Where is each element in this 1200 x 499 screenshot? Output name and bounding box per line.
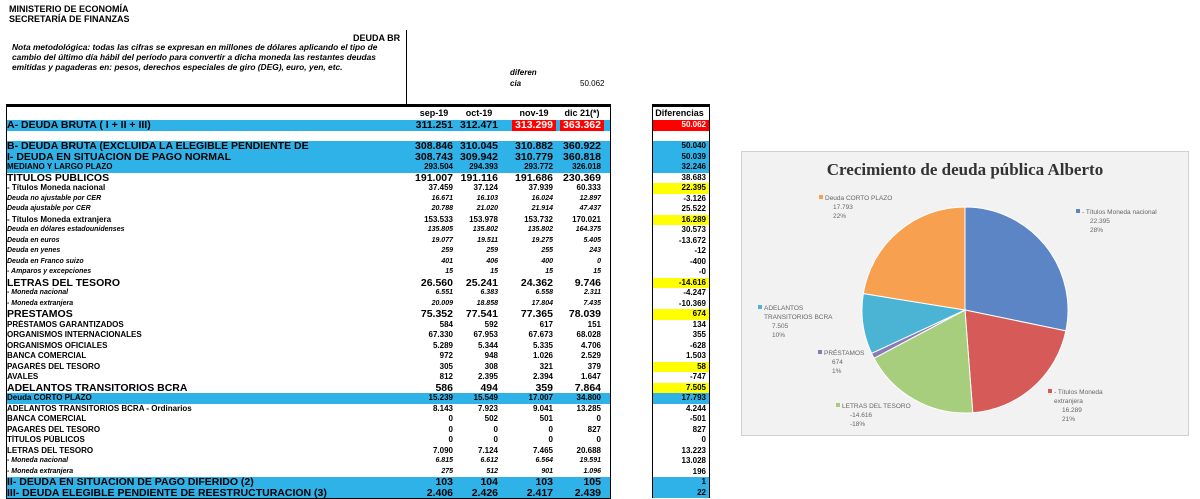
slice-value: 22.395	[1090, 218, 1110, 225]
row-label: Deuda en yenes	[7, 247, 61, 254]
legend-marker	[1048, 389, 1052, 393]
table-row	[7, 194, 610, 205]
row-value: 379	[587, 361, 601, 371]
slice-percent: 22%	[833, 213, 847, 220]
row-value: 7.090	[432, 445, 453, 455]
slice-label: - Títulos Moneda nacional	[1082, 209, 1157, 216]
pie-slice	[965, 207, 1068, 331]
secretariat-title: SECRETARÍA DE FINANZAS	[9, 14, 130, 24]
row-value: 972	[439, 351, 453, 360]
table-row	[7, 120, 610, 131]
diff-value: 38.683	[681, 172, 706, 182]
table-row	[7, 141, 610, 152]
row-value: 21.914	[531, 205, 553, 212]
diff-value: 50.062	[653, 120, 709, 131]
column-header: nov-19	[519, 108, 549, 118]
slice-label: - Títulos Moneda	[1054, 389, 1103, 396]
row-value: 243	[589, 247, 601, 254]
diff-value: 0	[701, 435, 706, 444]
row-value: 0	[448, 435, 453, 444]
diferencia-value: 50.062	[580, 79, 605, 88]
diff-value: -13.672	[678, 235, 706, 245]
sheet-title: DEUDA BR	[353, 33, 401, 43]
row-label: PRÉSTAMOS	[7, 309, 73, 320]
diff-value: -400	[689, 256, 706, 266]
table-row	[7, 131, 610, 142]
row-value: 191.007	[415, 172, 453, 183]
slice-label: Deuda CORTO PLAZO	[825, 195, 893, 202]
row-value: 67.953	[473, 330, 498, 339]
row-value: 151	[587, 319, 601, 329]
row-value: 5.344	[477, 340, 498, 350]
row-value: 584	[439, 319, 453, 329]
row-value: 6.815	[435, 457, 453, 464]
row-value: 1.026	[532, 351, 553, 360]
row-value: 24.362	[520, 277, 553, 288]
table-row	[7, 299, 610, 310]
row-value: 103	[535, 477, 553, 488]
diff-value: 22	[653, 488, 709, 499]
slice-percent: 10%	[772, 332, 786, 339]
table-row	[7, 162, 610, 173]
row-value: 19.077	[431, 236, 453, 244]
row-value: 308	[484, 361, 498, 371]
row-value: 13.285	[576, 403, 601, 413]
row-value: 6.383	[480, 289, 498, 296]
row-value: 321	[539, 361, 553, 371]
diff-value: -628	[689, 340, 706, 350]
table-row	[7, 425, 610, 436]
row-value: 191.686	[515, 172, 553, 183]
row-value: 6.551	[435, 289, 453, 296]
row-label: B- DEUDA BRUTA (EXCLUIDA LA ELEGIBLE PENDIENTE DE	[7, 141, 309, 152]
table-row	[7, 362, 610, 373]
row-label: A- DEUDA BRUTA ( I + II + III)	[7, 120, 151, 131]
row-value: 20.009	[431, 299, 453, 307]
row-label: BANCA COMERCIAL	[7, 414, 87, 423]
row-label: I- DEUDA EN SITUACIÓN DE PAGO NORMAL	[7, 151, 232, 162]
row-value: 0	[596, 435, 601, 444]
row-label: ADELANTOS TRANSITORIOS BCRA	[7, 382, 188, 393]
row-value: 326.018	[572, 162, 601, 171]
row-label: Deuda en euros	[7, 236, 60, 244]
table-row	[7, 309, 610, 320]
table-row	[7, 330, 610, 341]
row-value: 259	[441, 247, 453, 254]
row-value: 293.772	[524, 162, 553, 171]
slice-value: 16.289	[1062, 407, 1082, 414]
row-value: 20.788	[431, 205, 453, 212]
slice-percent: 1%	[832, 368, 842, 375]
row-value: 78.039	[568, 309, 601, 320]
row-value: 7.465	[532, 445, 553, 455]
diff-value: 13.223	[681, 445, 706, 455]
legend-marker	[758, 305, 762, 309]
row-value: 8.143	[432, 403, 453, 413]
slice-percent: 21%	[1062, 416, 1076, 423]
row-value: 5.335	[532, 340, 553, 350]
row-value: 67.330	[428, 330, 453, 339]
diff-value: 1.503	[685, 351, 706, 360]
row-value: 164.375	[575, 226, 601, 233]
row-value: 16.671	[431, 194, 453, 202]
slice-value: 17.793	[833, 204, 853, 211]
row-value: 586	[435, 382, 453, 393]
column-header: sep-19	[419, 108, 449, 118]
row-value: 20.688	[576, 445, 601, 455]
row-label: - Moneda extranjera	[7, 467, 74, 475]
row-value: 406	[486, 257, 498, 265]
row-value: 60.333	[576, 183, 601, 192]
row-label: - Títulos Moneda extranjera	[7, 214, 112, 224]
table-row	[7, 414, 610, 425]
diff-value: 355	[692, 330, 706, 339]
row-value: 75.352	[420, 309, 453, 320]
row-value: 2.394	[532, 372, 553, 381]
slice-label: extranjera	[1054, 398, 1083, 405]
diff-value: 196	[692, 466, 706, 476]
row-value: 901	[541, 467, 553, 475]
divider	[406, 30, 407, 104]
row-value: 2.529	[580, 351, 601, 360]
table-row	[7, 215, 610, 226]
row-value: 103	[435, 477, 453, 488]
table-row	[7, 467, 610, 478]
row-label: ADELANTOS TRANSITORIOS BCRA - Ordinarios	[7, 403, 192, 413]
table-row	[7, 372, 610, 383]
table-row	[7, 257, 610, 268]
table-row	[7, 351, 610, 362]
row-value: 15	[445, 268, 453, 275]
row-value: 2.439	[574, 487, 601, 498]
row-value: 310.045	[460, 141, 498, 152]
row-value: 400	[541, 257, 553, 265]
row-value: 0	[493, 435, 498, 444]
row-value: 363.362	[560, 120, 604, 131]
row-value: 19.275	[531, 236, 553, 244]
row-value: 812	[439, 372, 453, 381]
table-row	[7, 393, 610, 404]
diff-value: 134	[692, 319, 706, 329]
row-value: 512	[486, 467, 498, 475]
diff-value: 50.040	[653, 141, 709, 152]
row-value: 15	[545, 268, 553, 275]
row-value: 34.800	[576, 393, 601, 402]
row-value: 0	[596, 414, 601, 423]
legend-marker	[836, 403, 840, 407]
row-label: TÍTULOS PÚBLICOS	[7, 172, 110, 183]
row-value: 360.922	[563, 141, 601, 152]
row-value: 153.978	[469, 214, 498, 224]
row-value: 1.096	[583, 467, 601, 475]
diff-value: -12	[694, 246, 706, 255]
row-value: 1.647	[580, 372, 601, 381]
row-value: 0	[493, 424, 498, 434]
row-value: 15.239	[428, 393, 453, 402]
row-value: 617	[539, 319, 553, 329]
pie-svg	[742, 152, 1188, 435]
row-value: 359	[535, 382, 553, 393]
row-value: 26.560	[420, 277, 453, 288]
row-value: 0	[548, 424, 553, 434]
row-value: 0	[448, 414, 453, 423]
diff-value: 7.505	[653, 383, 709, 394]
legend-marker	[1076, 209, 1080, 213]
table-row	[7, 404, 610, 415]
row-label: LETRAS DEL TESORO	[7, 445, 94, 455]
row-value: 401	[441, 257, 453, 265]
row-value: 9.041	[532, 403, 553, 413]
methodology-note: Nota metodológica: todas las cifras se expresan en millones de dólares aplicando el tipo de cambio del último día hábil del período para convertir a dicha moneda las restantes deudas emitidas y pagaderas en: pesos, derechos especiales de giro (DEG), euro, yen, etc.	[12, 42, 378, 72]
diff-value: 827	[692, 424, 706, 434]
row-value: 259	[486, 247, 498, 254]
row-value: 16.103	[476, 194, 498, 202]
table-row	[7, 435, 610, 446]
row-value: 12.897	[579, 194, 601, 202]
row-value: 2.311	[584, 289, 601, 296]
slice-value: 674	[832, 359, 843, 366]
slice-label: ADELANTOS	[764, 305, 804, 312]
slice-percent: 28%	[1090, 227, 1104, 234]
row-value: 25.241	[465, 277, 498, 288]
row-value: 7.923	[477, 403, 498, 413]
row-value: 309.942	[460, 151, 498, 162]
diff-value: -0	[698, 267, 706, 276]
pie-chart	[741, 151, 1189, 436]
row-value: 313.299	[512, 120, 556, 131]
slice-value: -14.616	[850, 412, 873, 419]
slice-value: 7.505	[772, 323, 789, 330]
diff-value: -747	[689, 372, 706, 381]
row-label: Deuda ajustable por CER	[7, 205, 91, 212]
row-label: Deuda no ajustable por CER	[7, 194, 102, 202]
row-value: 15.549	[473, 393, 498, 402]
diff-value: 16.289	[653, 215, 709, 226]
row-value: 153.732	[524, 214, 553, 224]
row-value: 135.802	[472, 226, 498, 233]
row-value: 502	[484, 414, 498, 423]
legend-marker	[818, 350, 822, 354]
row-label: PAGARÉS DEL TESORO	[7, 361, 101, 371]
table-row	[7, 383, 610, 394]
row-value: 2.406	[426, 487, 453, 498]
row-value: 2.426	[471, 487, 498, 498]
diff-value: 1	[653, 477, 709, 488]
row-value: 501	[539, 414, 553, 423]
row-label: MEDIANO Y LARGO PLAZO	[7, 162, 113, 171]
diff-value: 25.522	[681, 204, 706, 213]
row-value: 68.028	[576, 330, 601, 339]
row-value: 7.864	[574, 382, 601, 393]
table-row	[7, 488, 610, 499]
row-label: ORGANISMOS INTERNACIONALES	[7, 330, 142, 339]
row-value: 230.369	[563, 172, 601, 183]
row-value: 310.882	[515, 141, 553, 152]
row-label: II- DEUDA EN SITUACIÓN DE PAGO DIFERIDO (2)	[7, 477, 254, 488]
row-value: 37.124	[473, 183, 498, 192]
table-row	[7, 225, 610, 236]
row-label: Deuda CORTO PLAZO	[7, 393, 92, 402]
row-value: 67.673	[528, 330, 553, 339]
diff-value: 50.039	[653, 152, 709, 163]
row-value: 6.564	[535, 457, 553, 464]
row-value: 275	[441, 467, 453, 475]
slice-label: PRÉSTAMOS	[824, 350, 865, 357]
row-value: 170.021	[572, 214, 601, 224]
row-value: 308.743	[415, 151, 453, 162]
table-row	[7, 341, 610, 352]
row-value: 6.612	[480, 457, 498, 464]
row-value: 18.858	[476, 299, 498, 307]
table-row	[7, 278, 610, 289]
row-value: 37.939	[528, 183, 553, 192]
pie-slice	[863, 207, 965, 310]
diff-value: -4.247	[683, 288, 706, 297]
row-value: 17.007	[528, 393, 553, 402]
row-label: BANCA COMERCIAL	[7, 351, 87, 360]
table-row	[7, 183, 610, 194]
row-value: 19.591	[579, 457, 601, 464]
slice-percent: -18%	[850, 421, 866, 428]
row-value: 5.289	[432, 340, 453, 350]
row-value: 7.124	[477, 445, 498, 455]
diff-value: -3.126	[683, 193, 706, 203]
diff-header: Diferencias	[655, 108, 704, 118]
diff-value: 58	[653, 362, 709, 373]
row-label: Deuda en Franco suizo	[7, 257, 84, 265]
row-value: 0	[597, 257, 601, 265]
row-value: 77.541	[465, 309, 498, 320]
row-value: 494	[480, 382, 498, 393]
table-row	[7, 267, 610, 278]
table-row	[7, 456, 610, 467]
differences-column	[652, 104, 710, 498]
row-value: 2.417	[526, 487, 553, 498]
row-label: AVALES	[7, 372, 39, 381]
table-row	[7, 288, 610, 299]
diff-value: 32.246	[653, 162, 709, 173]
table-row	[7, 246, 610, 257]
diff-value: 4.244	[685, 403, 706, 413]
column-header: dic 21(*)	[564, 108, 600, 118]
row-value: 310.779	[515, 151, 553, 162]
diff-value: 13.028	[681, 456, 706, 465]
row-value: 948	[484, 351, 498, 360]
table-row	[7, 236, 610, 247]
row-label: TÍTULOS PÚBLICOS	[7, 435, 85, 444]
row-value: 9.746	[574, 277, 601, 288]
row-value: 153.533	[424, 214, 453, 224]
row-value: 105	[583, 477, 601, 488]
row-value: 15	[490, 268, 498, 275]
row-value: 255	[541, 247, 553, 254]
row-label: - Amparos y excepciones	[7, 268, 92, 275]
row-value: 6.558	[535, 289, 553, 296]
row-value: 0	[548, 435, 553, 444]
table-row	[7, 173, 610, 184]
debt-table	[6, 104, 611, 499]
row-value: 17.804	[531, 299, 553, 307]
row-value: 0	[448, 424, 453, 434]
row-value: 305	[439, 361, 453, 371]
diff-value: 674	[653, 309, 709, 320]
row-label: LETRAS DEL TESORO	[7, 277, 120, 288]
row-value: 47.437	[579, 205, 601, 212]
row-value: 135.805	[427, 226, 453, 233]
row-label: PAGARÉS DEL TESORO	[7, 424, 101, 434]
diferencia-label-2: cia	[510, 79, 522, 88]
row-value: 592	[484, 319, 498, 329]
row-value: 135.802	[527, 226, 553, 233]
row-label: - Moneda nacional	[7, 289, 69, 296]
diff-value: -10.369	[678, 298, 706, 308]
slice-label: LETRAS DEL TESORO	[842, 403, 911, 410]
row-value: 293.504	[424, 162, 453, 171]
row-value: 16.024	[531, 194, 553, 202]
row-label: ORGANISMOS OFICIALES	[7, 340, 108, 350]
table-row	[7, 446, 610, 457]
legend-marker	[819, 195, 823, 199]
diff-value: 17.793	[653, 393, 709, 404]
row-value: 311.251	[415, 120, 453, 131]
row-value: 5.405	[583, 236, 601, 244]
diferencia-label: diferen	[510, 68, 537, 77]
diff-value: 22.395	[653, 183, 709, 194]
row-value: 104	[480, 477, 498, 488]
row-value: 19.511	[477, 236, 498, 244]
row-label: - Moneda extranjera	[7, 299, 74, 307]
row-value: 21.020	[476, 205, 498, 212]
row-value: 2.395	[477, 372, 498, 381]
row-value: 827	[587, 424, 601, 434]
table-row	[7, 320, 610, 331]
diff-value	[653, 131, 709, 142]
row-label: - Moneda nacional	[7, 457, 69, 464]
row-label: - Títulos Moneda nacional	[7, 183, 106, 192]
row-value: 308.846	[415, 141, 453, 152]
row-label: III- DEUDA ELEGIBLE PENDIENTE DE REESTRUCTURACIÓN (3)	[7, 487, 327, 498]
row-value: 191.116	[460, 172, 498, 183]
row-value: 312.471	[460, 120, 498, 131]
row-label: PRÉSTAMOS GARANTIZADOS	[7, 319, 124, 329]
row-value: 294.393	[469, 162, 498, 171]
column-header: oct-19	[465, 108, 493, 118]
row-value: 4.706	[580, 340, 601, 350]
row-value: 37.459	[428, 183, 453, 192]
ministry-title: MINISTERIO DE ECONOMÍA	[9, 4, 129, 14]
chart-title: Crecimiento de deuda pública Alberto	[826, 160, 1104, 179]
row-value: 7.435	[583, 299, 601, 307]
row-value: 77.365	[520, 309, 553, 320]
table-row	[7, 204, 610, 215]
row-value: 360.818	[563, 151, 601, 162]
diff-value: 30.573	[681, 225, 706, 234]
diff-value: -14.616	[653, 278, 709, 289]
slice-label: TRANSITORIOS BCRA	[764, 314, 833, 321]
table-header-row	[7, 107, 610, 120]
table-row	[7, 152, 610, 163]
row-value: 15	[593, 268, 601, 275]
row-label: Deuda en dólares estadounidenses	[7, 226, 125, 233]
diff-value: -501	[689, 414, 706, 423]
